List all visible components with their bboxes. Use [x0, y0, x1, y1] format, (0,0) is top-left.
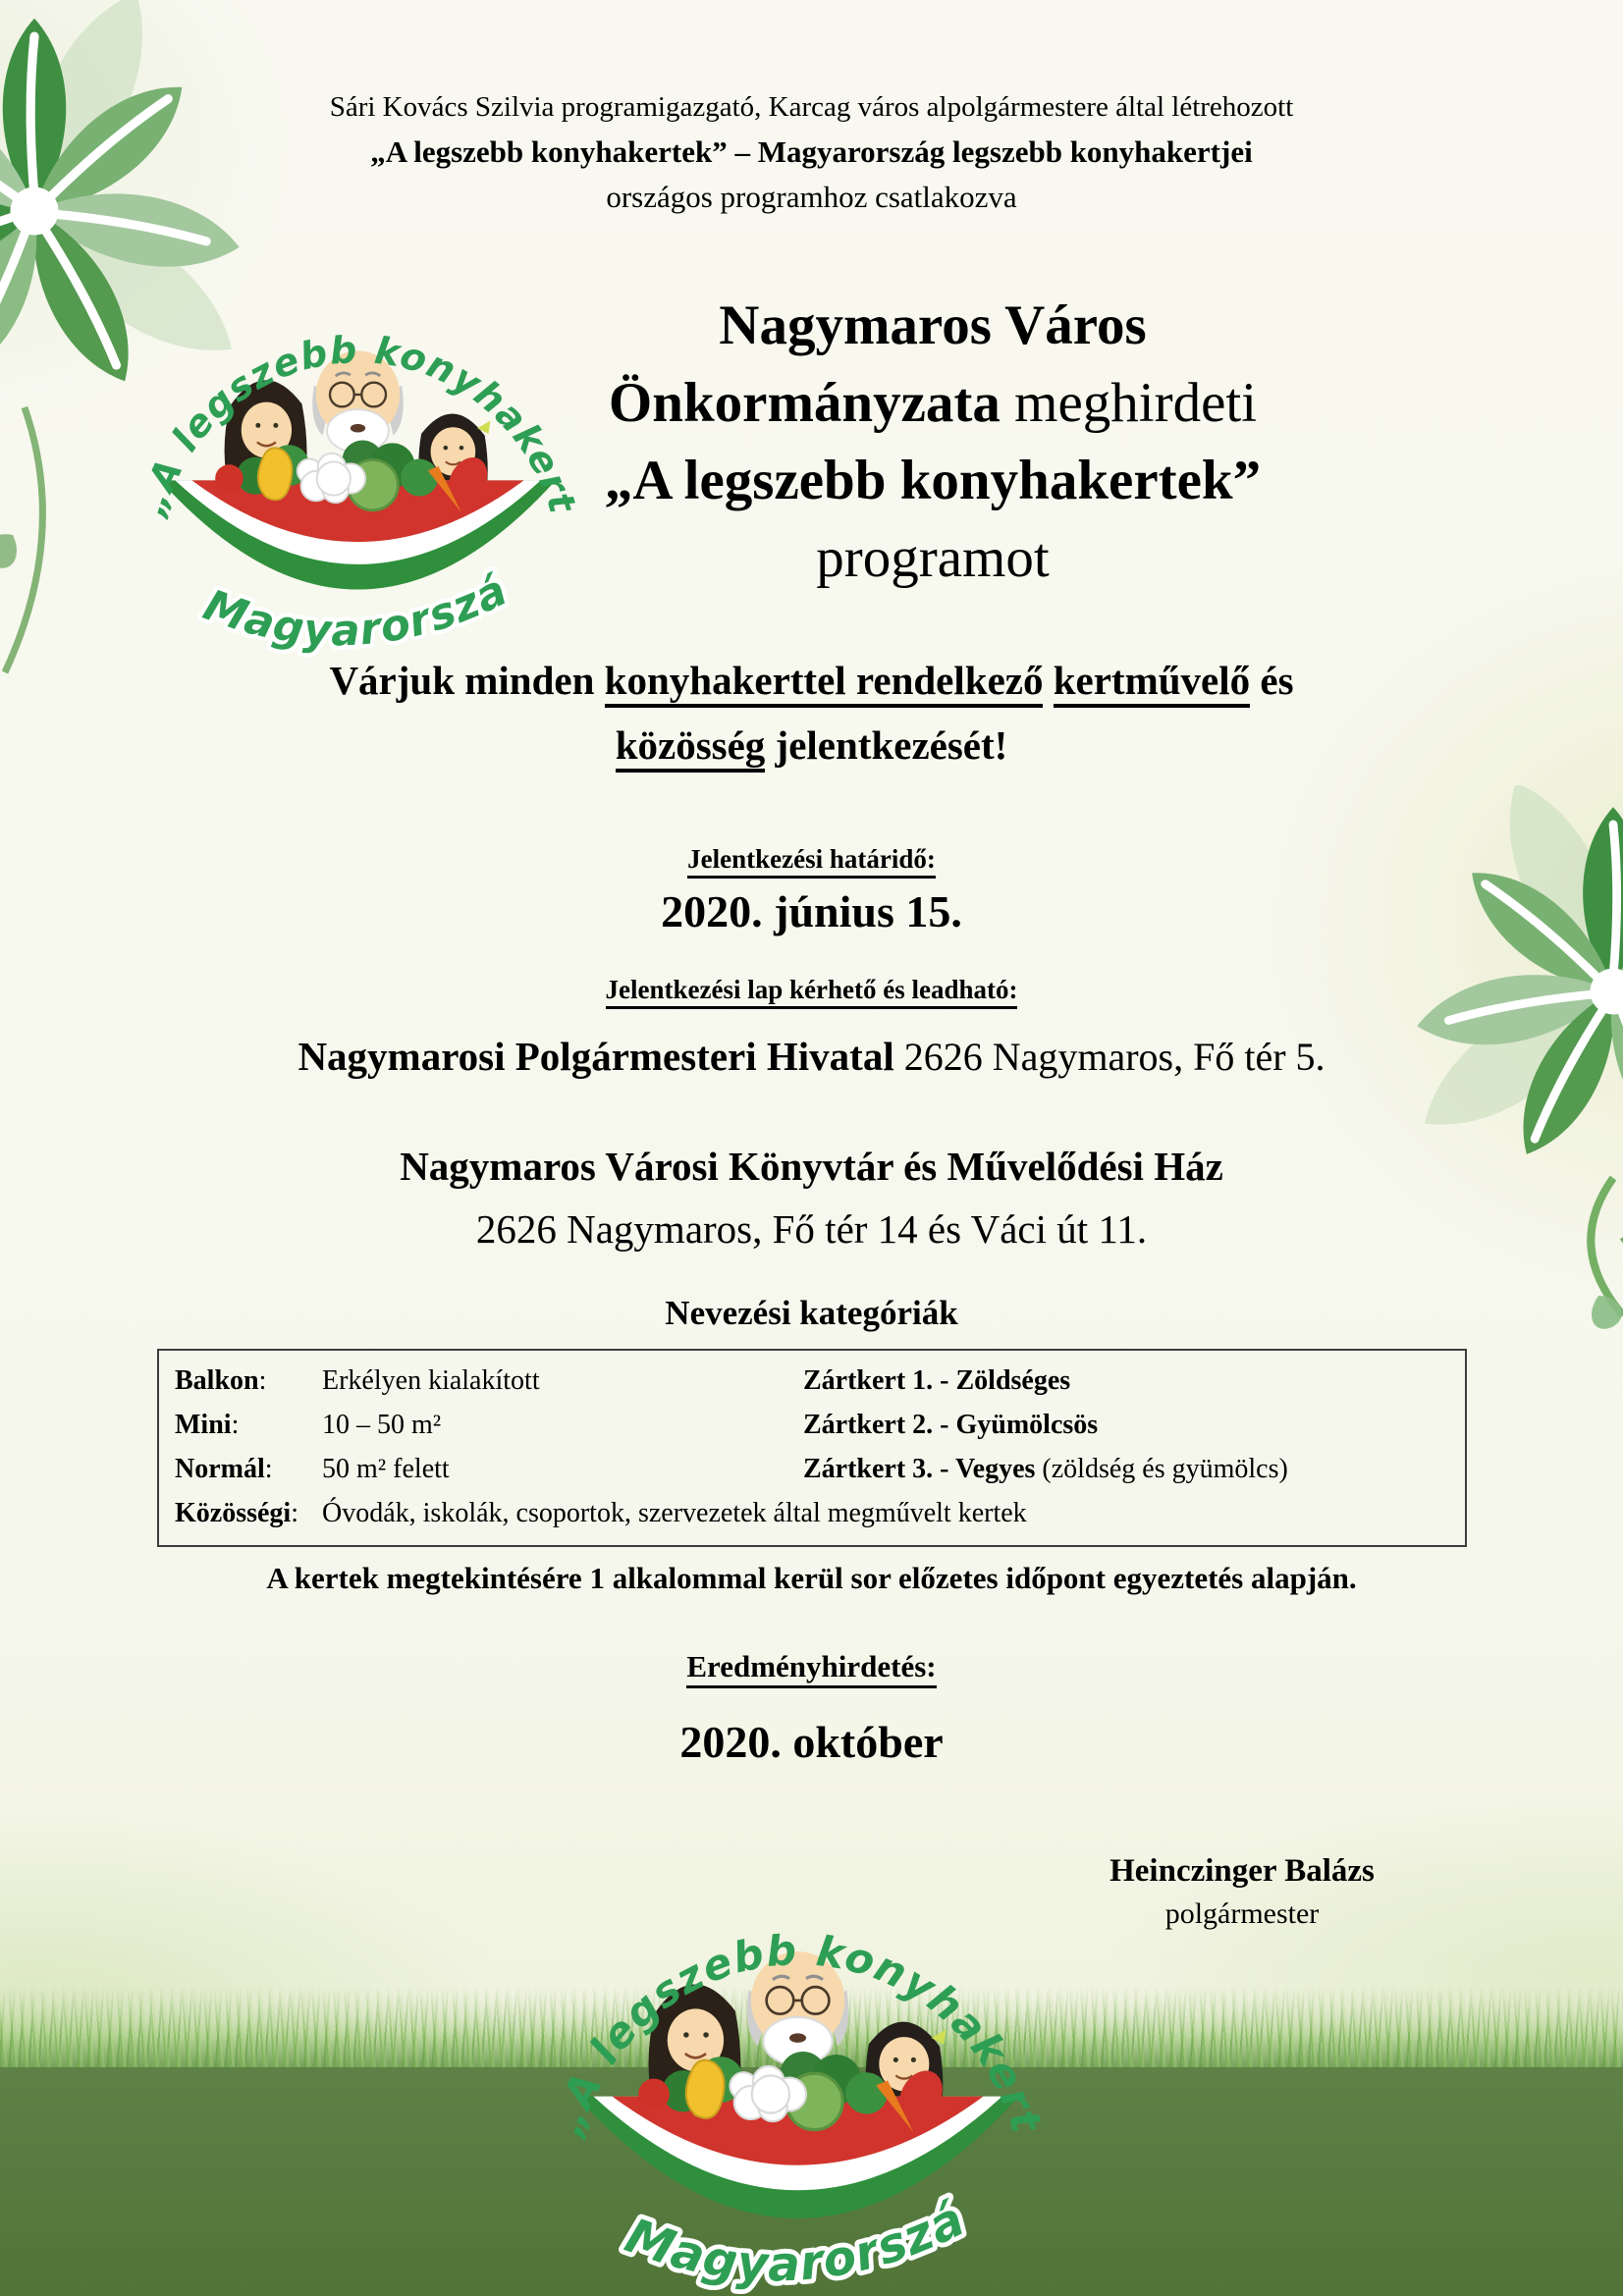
invite-and: és	[1250, 658, 1294, 703]
category-colon: :	[264, 1454, 273, 1484]
category-right	[803, 1447, 1465, 1491]
results-heading	[0, 1649, 1623, 1684]
category-label	[175, 1491, 322, 1535]
categories-table	[157, 1349, 1467, 1547]
category-label-text: Mini	[175, 1410, 232, 1440]
invite-pre: Várjuk minden	[329, 658, 605, 703]
library-address: 2626 Nagymaros, Fő tér 14 és Váci út 11.	[475, 1206, 1148, 1252]
title-line-1: Nagymaros Város	[719, 294, 1147, 356]
forms-heading	[0, 975, 1623, 1005]
header-line-3: országos programhoz csatlakozva	[606, 180, 1017, 214]
office-line	[0, 1033, 1623, 1080]
category-right	[803, 1359, 1465, 1403]
main-title	[422, 287, 1443, 597]
category-colon: :	[258, 1365, 267, 1396]
office-name: Nagymarosi Polgármesteri Hivatal	[298, 1034, 894, 1079]
invitation-line-2	[69, 713, 1554, 777]
table-row	[175, 1491, 1465, 1535]
forms-heading-text: Jelentkezési lap kérhető és leadható:	[606, 975, 1018, 1009]
invitation-line-1	[69, 648, 1554, 713]
title-line-2-bold: Önkormányzata	[608, 372, 1001, 434]
program-logo-bottom	[520, 1834, 1075, 2296]
category-label	[175, 1447, 322, 1491]
category-label-text: Közösségi	[175, 1498, 292, 1528]
category-colon: :	[231, 1410, 240, 1440]
deadline-date: 2020. június 15.	[661, 886, 962, 936]
signature-name: Heinczinger Balázs	[1109, 1853, 1375, 1889]
header-line-2: „A legszebb konyhakertek” – Magyarország legszebb konyhakertjei	[370, 134, 1253, 169]
categories-heading: Nevezési kategóriák	[665, 1294, 958, 1332]
results-date: 2020. október	[679, 1717, 944, 1767]
title-line-2	[422, 364, 1443, 442]
category-right	[803, 1403, 1465, 1447]
title-line-4: programot	[816, 527, 1050, 589]
office-address: 2626 Nagymaros, Fő tér 5.	[893, 1035, 1325, 1079]
signature-role: polgármester	[1164, 1897, 1320, 1930]
category-right-bold: Zártkert 3. - Vegyes	[803, 1454, 1036, 1484]
invite-underlined-2: kertművelő	[1054, 658, 1250, 708]
title-line-3: „A legszebb konyhakertek”	[604, 450, 1262, 511]
category-right-bold: Zártkert 2. - Gyümölcsös	[803, 1410, 1099, 1440]
category-desc: Óvodák, iskolák, csoportok, szervezetek által megművelt kertek	[322, 1498, 1027, 1528]
visit-note: A kertek megtekintésére 1 alkalommal kerül sor előzetes időpont egyeztetés alapján.	[266, 1561, 1357, 1595]
invite-post: jelentkezését!	[765, 722, 1008, 768]
category-desc: Erkélyen kialakított	[322, 1365, 540, 1396]
category-right-regular: (zöldség és gyümölcs)	[1035, 1454, 1288, 1484]
table-row	[175, 1447, 1465, 1491]
deadline-heading-text: Jelentkezési határidő:	[687, 844, 936, 879]
invite-underlined-1: konyhakerttel rendelkező	[605, 658, 1044, 708]
category-label-text: Normál	[175, 1454, 265, 1484]
category-colon: :	[291, 1498, 298, 1528]
table-row	[175, 1403, 1465, 1447]
deadline-heading	[0, 844, 1623, 875]
category-desc: 50 m² felett	[322, 1454, 450, 1484]
header-line-1: Sári Kovács Szilvia programigazgató, Karcag város alpolgármestere által létrehozott	[329, 91, 1294, 123]
invite-space	[1043, 658, 1053, 703]
library-name: Nagymaros Városi Könyvtár és Művelődési Ház	[400, 1144, 1223, 1189]
category-right-bold: Zártkert 1. - Zöldséges	[803, 1365, 1071, 1396]
title-line-2-regular: meghirdeti	[1000, 372, 1258, 434]
results-heading-text: Eredményhirdetés:	[686, 1649, 936, 1688]
category-label-text: Balkon	[175, 1365, 259, 1396]
table-row	[175, 1359, 1465, 1403]
signature-block	[1011, 1849, 1473, 1936]
category-label	[175, 1403, 322, 1447]
invitation-text	[69, 648, 1554, 777]
header-block	[0, 84, 1623, 220]
category-label	[175, 1359, 322, 1403]
invite-underlined-3: közösség	[616, 722, 766, 773]
category-desc: 10 – 50 m²	[322, 1410, 442, 1440]
